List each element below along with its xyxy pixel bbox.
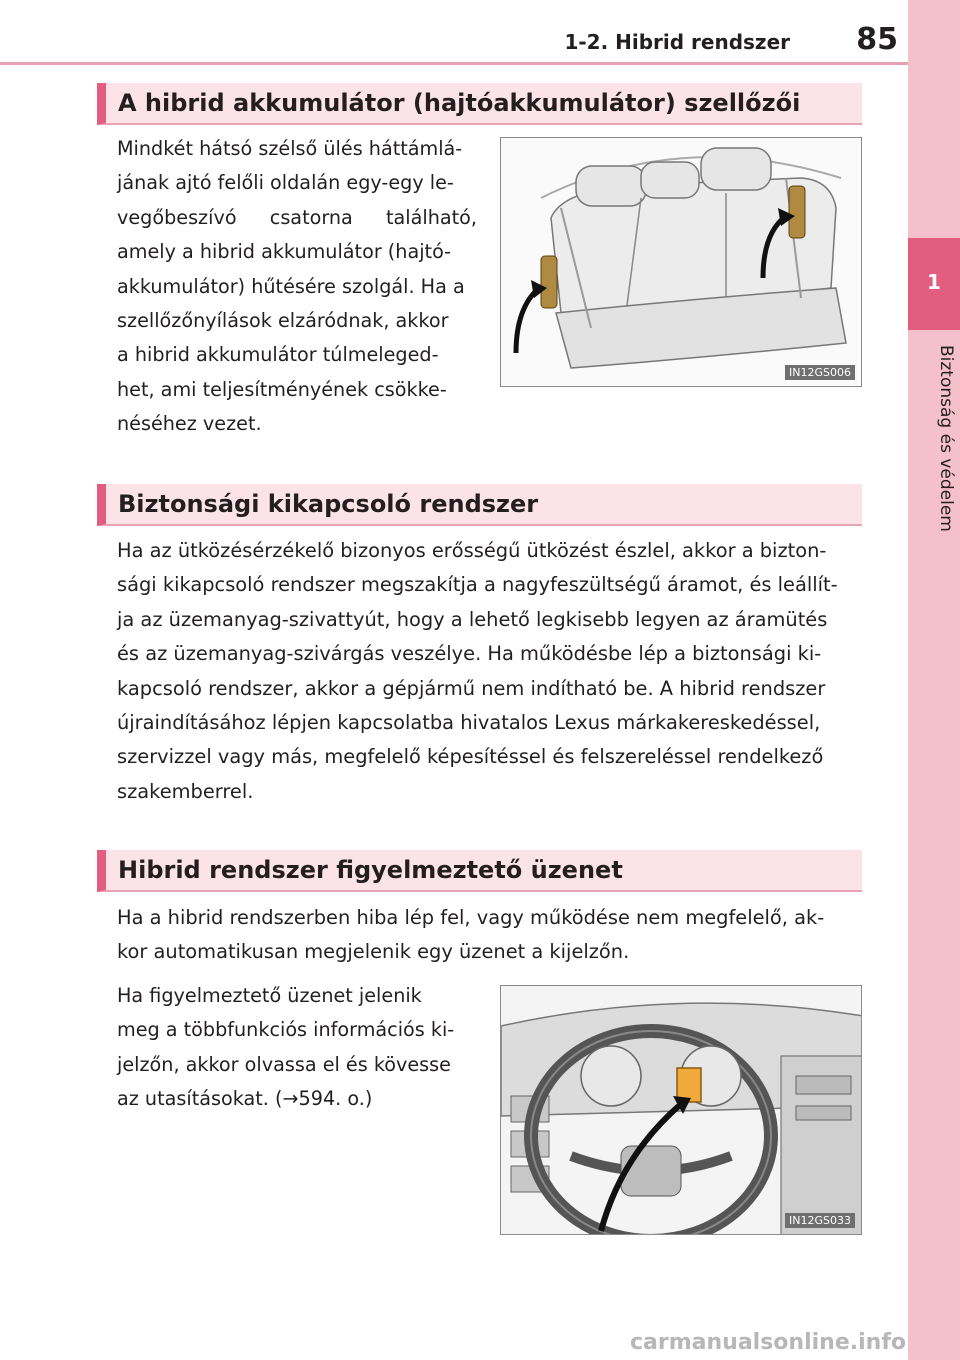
text-line: szervizzel vagy más, megfelelő képesítéssel és felszereléssel rendelkező [117, 745, 824, 769]
text-line: het, ami teljesítményének csökke- [117, 377, 447, 401]
section-heading-safety-shutoff [97, 484, 862, 526]
header-divider [0, 62, 908, 65]
rear-seat-vent-illustration [500, 137, 862, 387]
section-title: Biztonsági kikapcsoló rendszer [118, 490, 539, 518]
figure-code: IN12GS033 [785, 1213, 855, 1228]
warning-message-paragraph [117, 901, 857, 970]
text-line: Mindkét hátsó szélső ülés háttámlá- [117, 137, 463, 160]
ventilation-paragraph [117, 132, 477, 442]
section-title: A hibrid akkumulátor (hajtóakkumulátor) szellőzői [118, 89, 801, 117]
watermark: carmanualsonline.info [630, 1330, 906, 1355]
text-line: néséhez vezet. [117, 412, 262, 436]
chapter-title: Biztonság és védelem [936, 345, 956, 532]
rear-seat-drawing [501, 138, 862, 387]
text-line: jának ajtó felőli oldalán egy-egy le- [117, 171, 454, 195]
text-line: az utasításokat. (→594. o.) [117, 1087, 373, 1111]
text-line: vegőbeszívó csatorna található, [117, 205, 477, 229]
text-line: akkumulátor) hűtésére szolgál. Ha a [117, 274, 465, 298]
chapter-number: 1 [927, 270, 941, 294]
page-number: 85 [856, 22, 898, 57]
text-line: Ha figyelmeztető üzenet jelenik [117, 984, 422, 1007]
text-line: kor automatikusan megjelenik egy üzenet a kijelzőn. [117, 940, 630, 964]
dashboard-drawing [501, 986, 862, 1235]
text-line: meg a többfunkciós információs ki- [117, 1018, 455, 1042]
instrument-panel-illustration [500, 985, 862, 1235]
text-line: sági kikapcsoló rendszer megszakítja a nagyfeszültségű áramot, és leállít- [117, 573, 838, 597]
warning-instruction-paragraph [117, 979, 477, 1117]
header-section-title: 1-2. Hibrid rendszer [564, 30, 790, 54]
section-heading-warning-message [97, 850, 862, 892]
text-line: amely a hibrid akkumulátor (hajtó- [117, 240, 452, 264]
text-line: újraindításához lépjen kapcsolatba hivatalos Lexus márkakereskedéssel, [117, 711, 821, 735]
text-line: ja az üzemanyag-szivattyút, hogy a lehető legkisebb legyen az áramütés [117, 607, 828, 631]
text-line: szellőzőnyílások elzáródnak, akkor [117, 309, 449, 333]
text-line: jelzőn, akkor olvassa el és kövesse [117, 1052, 451, 1076]
figure-code: IN12GS006 [785, 365, 855, 380]
text-line: kapcsoló rendszer, akkor a gépjármű nem indítható be. A hibrid rendszer [117, 676, 826, 700]
text-line: Ha az ütközésérzékelő bizonyos erősségű ütközést észlel, akkor a bizton- [117, 539, 827, 562]
safety-shutoff-paragraph [117, 534, 857, 809]
text-line: Ha a hibrid rendszerben hiba lép fel, vagy működése nem megfelelő, ak- [117, 906, 825, 929]
text-line: és az üzemanyag-szivárgás veszélye. Ha működésbe lép a biztonsági ki- [117, 642, 822, 666]
section-heading-ventilation [97, 83, 862, 125]
section-title: Hibrid rendszer figyelmeztető üzenet [118, 856, 623, 884]
text-line: szakemberrel. [117, 779, 254, 803]
side-tab [908, 0, 960, 1360]
text-line: a hibrid akkumulátor túlmeleged- [117, 343, 439, 367]
